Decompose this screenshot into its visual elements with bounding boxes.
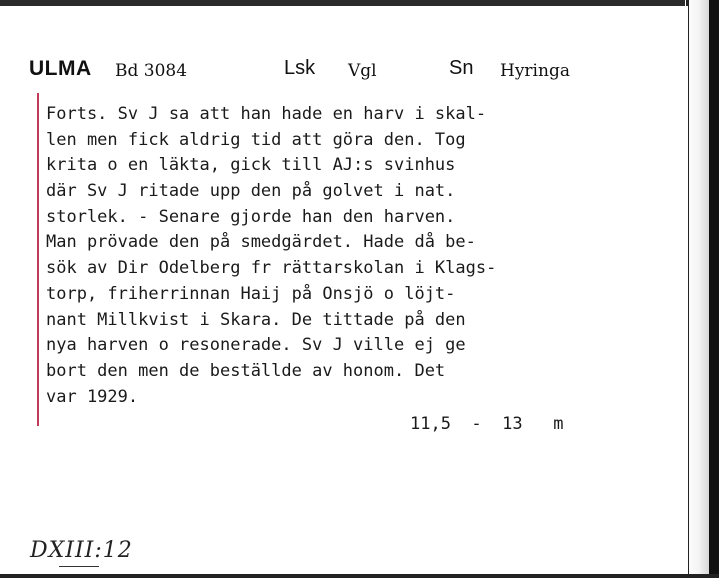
body-line: Man prövade den på smedgärdet. Hade då be-	[46, 232, 476, 253]
body-line: nant Millkvist i Skara. De tittade på den	[46, 309, 466, 330]
margin-rule	[37, 93, 39, 426]
archive-name: ULMA	[29, 57, 92, 80]
body-line: där Sv J ritade upp den på golvet i nat.	[46, 181, 456, 202]
socken-value: Hyringa	[500, 61, 570, 81]
landskap-label: Lsk	[284, 57, 316, 79]
right-scan-border	[685, 0, 719, 578]
body-line: nya harven o resonerade. Sv J ville ej ge	[46, 335, 466, 356]
measure-note: 11,5 - 13 m	[410, 414, 564, 434]
body-line: krita o en läkta, gick till AJ:s svinhus	[46, 155, 456, 176]
body-line: torp, friherrinnan Haij på Onsjö o löjt-	[46, 283, 456, 304]
landskap-value: Vgl	[348, 61, 377, 81]
card-body-text	[46, 102, 666, 410]
body-line: len men fick aldrig tid att göra den. Tog	[46, 129, 466, 150]
volume-number: Bd 3084	[115, 61, 188, 81]
body-line: bort den men de beställde av honom. Det	[46, 360, 446, 381]
bottom-scan-border	[0, 574, 719, 578]
socken-label: Sn	[449, 57, 474, 79]
body-line: var 1929.	[46, 386, 139, 407]
card-header	[29, 57, 669, 87]
body-line: storlek. - Senare gjorde han den harven.	[46, 206, 456, 227]
body-line: sök av Dir Odelberg fr rättarskolan i Klags-	[46, 258, 497, 279]
signum-underline	[59, 566, 99, 567]
body-line: Forts. Sv J sa att han hade en harv i skal-	[46, 104, 487, 124]
handwritten-signum: DXIII:12	[30, 538, 133, 563]
